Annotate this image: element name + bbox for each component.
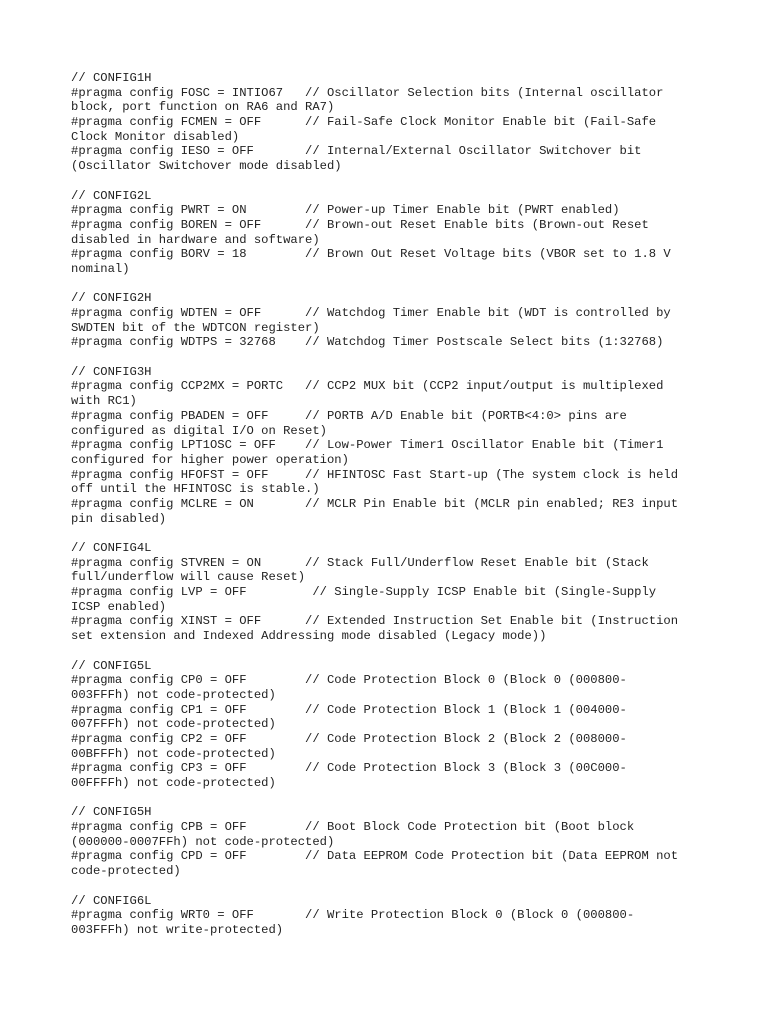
code-line: pin disabled) <box>71 511 167 526</box>
code-line: #pragma config CP0 = OFF // Code Protection Block 0 (Block 0 (000800- <box>71 673 627 688</box>
blank-line <box>71 350 711 365</box>
blank-line: // CONFIG5H <box>71 805 152 820</box>
code-line: #pragma config CP1 = OFF // Code Protection Block 1 (Block 1 (004000- <box>71 702 627 717</box>
code-line: (Oscillator Switchover mode disabled) <box>71 159 342 174</box>
code-line: #pragma config PWRT = ON // Power-up Timer Enable bit (PWRT enabled) <box>71 203 620 218</box>
code-line: #pragma config PBADEN = OFF // PORTB A/D Enable bit (PORTB<4:0> pins are <box>71 408 627 423</box>
code-line: #pragma config FOSC = INTIO67 // Oscillator Selection bits (Internal oscillator <box>71 85 664 100</box>
code-line: #pragma config STVREN = ON // Stack Full/Underflow Reset Enable bit (Stack <box>71 555 649 570</box>
code-line <box>71 938 711 953</box>
code-line: #pragma config CP2 = OFF // Code Protection Block 2 (Block 2 (008000- <box>71 731 627 746</box>
code-line: #pragma config HFOFST = OFF // HFINTOSC Fast Start-up (The system clock is held <box>71 467 679 482</box>
code-line: // CONFIG2H <box>71 291 152 306</box>
code-line: #pragma config CCP2MX = PORTC // CCP2 MUX bit (CCP2 input/output is multiplexed <box>71 379 664 394</box>
code-line: #pragma config WRT0 = OFF // Write Protection Block 0 (Block 0 (000800- <box>71 908 635 923</box>
blank-line <box>71 277 711 292</box>
code-line: // CONFIG5L <box>71 658 152 673</box>
code-line: #pragma config LPT1OSC = OFF // Low-Power Timer1 Oscillator Enable bit (Timer1 <box>71 438 664 453</box>
code-line: ICSP enabled) <box>71 599 167 614</box>
code-line: 00BFFFh) not code-protected) <box>71 746 276 761</box>
code-line: (000000-0007FFh) not code-protected) <box>71 834 335 849</box>
code-line: 003FFFh) not write-protected) <box>71 922 284 937</box>
code-line: #pragma config BORV = 18 // Brown Out Reset Voltage bits (VBOR set to 1.8 V <box>71 247 671 262</box>
code-line: off until the HFINTOSC is stable.) <box>71 482 320 497</box>
code-line: #pragma config WDTEN = OFF // Watchdog Timer Enable bit (WDT is controlled by <box>71 306 671 320</box>
code-line: 003FFFh) not code-protected) <box>71 687 276 702</box>
code-document <box>71 71 711 952</box>
code-line: disabled in hardware and software) <box>71 232 320 247</box>
code-line: #pragma config CPB = OFF // Boot Block Code Protection bit (Boot block <box>71 820 635 835</box>
code-line: #pragma config XINST = OFF // Extended Instruction Set Enable bit (Instruction <box>71 614 679 629</box>
code-line: nominal) <box>71 261 130 276</box>
code-line <box>71 791 711 806</box>
blank-line <box>71 174 711 189</box>
code-line: #pragma config CP3 = OFF // Code Protection Block 3 (Block 3 (00C000- <box>71 761 627 776</box>
blank-line <box>71 644 711 659</box>
code-line: Clock Monitor disabled) <box>71 129 240 144</box>
code-line: code-protected) <box>71 864 181 879</box>
code-line: #pragma config IESO = OFF // Internal/External Oscillator Switchover bit <box>71 144 642 159</box>
code-line: #pragma config LVP = OFF // Single-Supply ICSP Enable bit (Single-Supply <box>71 585 657 600</box>
code-line: set extension and Indexed Addressing mode disabled (Legacy mode)) <box>71 629 547 644</box>
code-line: configured for higher power operation) <box>71 452 349 467</box>
code-line <box>71 879 711 894</box>
blank-line: // CONFIG6L <box>71 893 152 908</box>
code-line: #pragma config CPD = OFF // Data EEPROM Code Protection bit (Data EEPROM not <box>71 849 679 864</box>
code-line: // CONFIG2L <box>71 188 152 203</box>
code-line: with RC1) <box>71 394 137 409</box>
code-line: // CONFIG1H <box>71 71 152 85</box>
code-line: // CONFIG3H <box>71 364 152 379</box>
code-line: block, port function on RA6 and RA7) <box>71 100 335 115</box>
code-line: #pragma config FCMEN = OFF // Fail-Safe Clock Monitor Enable bit (Fail-Safe <box>71 115 657 130</box>
code-line: configured as digital I/O on Reset) <box>71 423 327 438</box>
blank-line <box>71 526 711 541</box>
code-line: #pragma config BOREN = OFF // Brown-out Reset Enable bits (Brown-out Reset <box>71 217 649 232</box>
code-line: SWDTEN bit of the WDTCON register) <box>71 320 320 335</box>
code-line: full/underflow will cause Reset) <box>71 570 306 585</box>
code-line: #pragma config MCLRE = ON // MCLR Pin Enable bit (MCLR pin enabled; RE3 input <box>71 496 679 511</box>
code-line: // CONFIG4L <box>71 541 152 555</box>
code-line: 00FFFFh) not code-protected) <box>71 776 276 790</box>
code-line: 007FFFh) not code-protected) <box>71 717 276 732</box>
code-line: #pragma config WDTPS = 32768 // Watchdog Timer Postscale Select bits (1:32768) <box>71 335 664 350</box>
